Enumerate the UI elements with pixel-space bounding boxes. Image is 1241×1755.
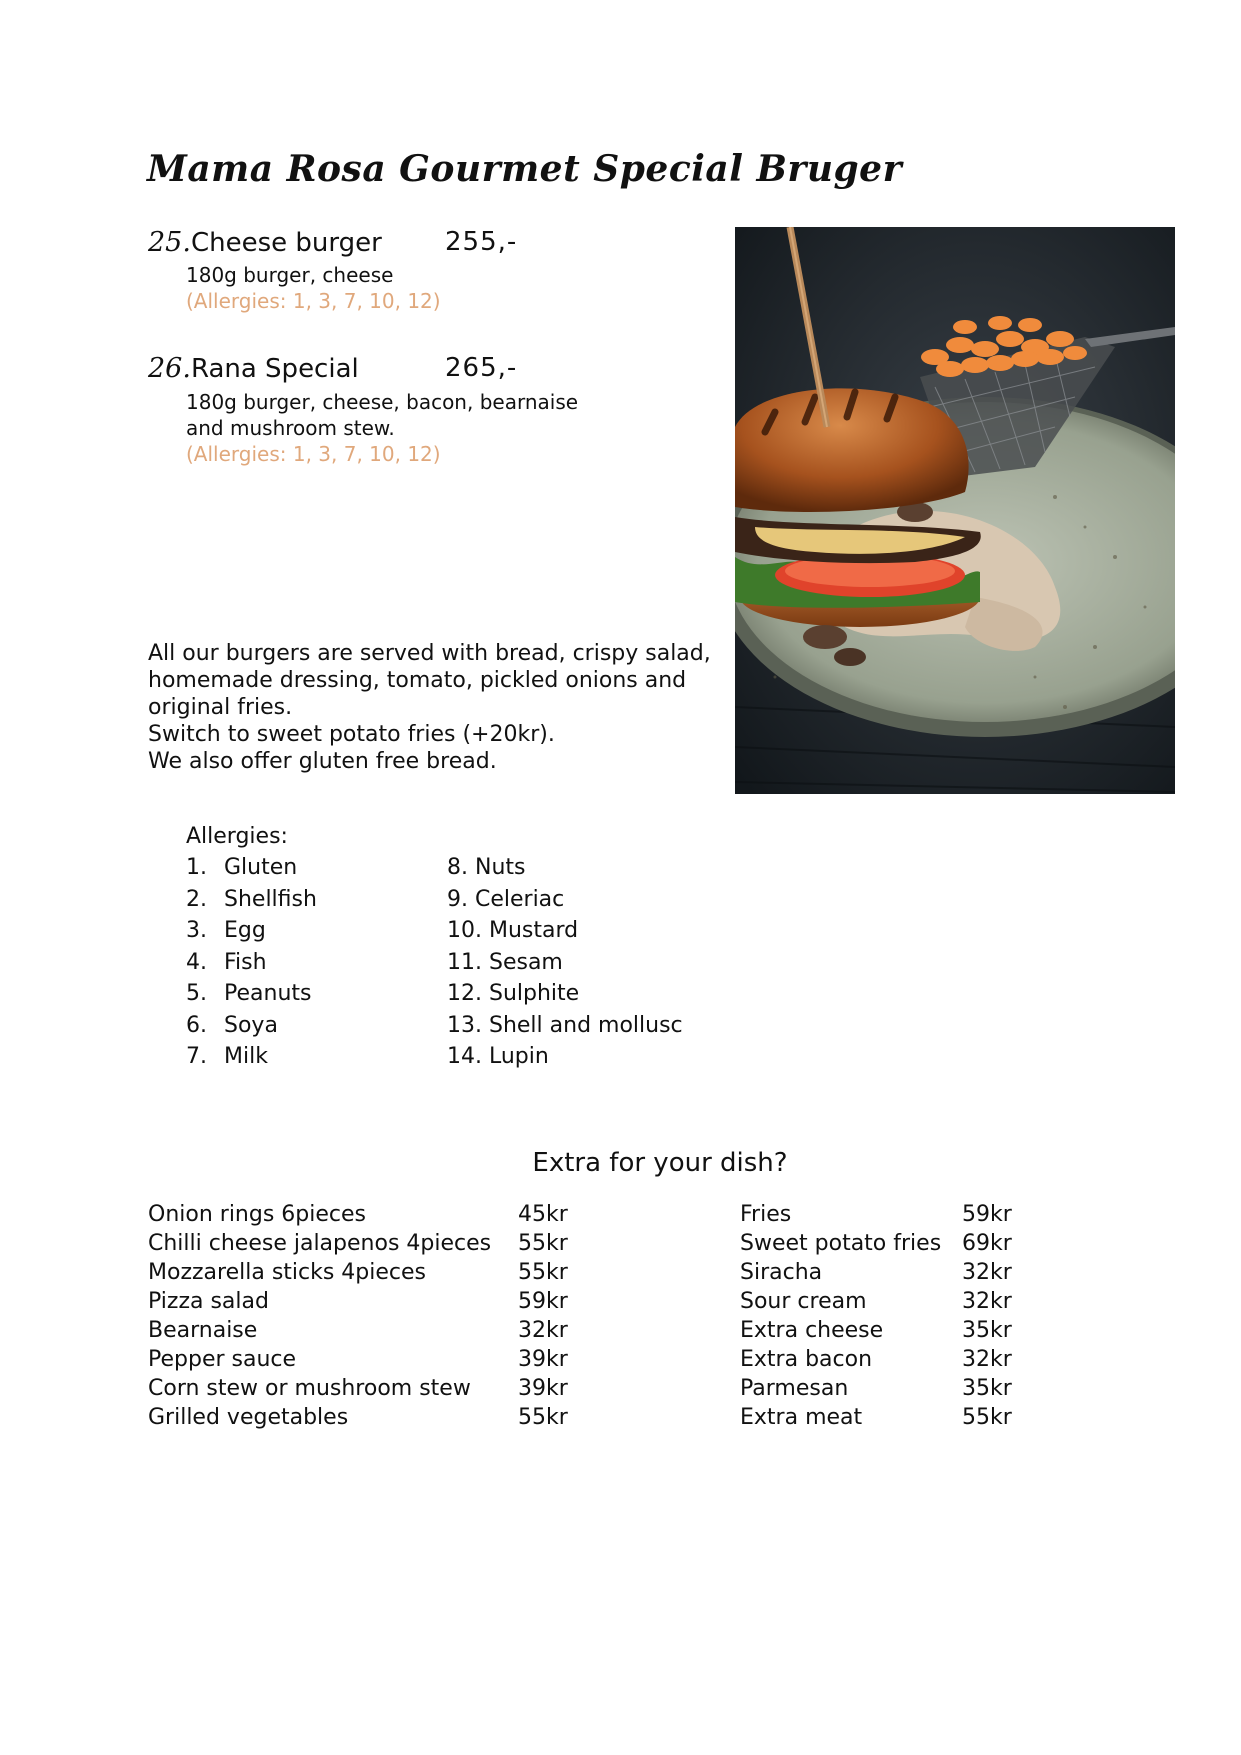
note-line: original fries. (148, 695, 293, 720)
allergy-item (186, 915, 317, 947)
item-number: 26. (148, 353, 191, 384)
allergy-item (186, 884, 317, 916)
extra-item (148, 1229, 588, 1258)
extra-name: Chilli cheese jalapenos 4pieces (148, 1231, 492, 1256)
allergy-item: 10. Mustard (447, 918, 579, 943)
serving-note (148, 640, 711, 775)
item-price: 265,- (445, 353, 518, 383)
extra-name: Sweet potato fries (740, 1231, 942, 1256)
allergy-name: Peanuts (224, 981, 312, 1006)
allergy-number: 5. (186, 981, 207, 1006)
extra-item (740, 1258, 1040, 1287)
item-description: 180g burger, cheese (186, 263, 394, 287)
allergy-item (186, 852, 317, 884)
menu-item-rana-special (148, 353, 359, 384)
allergy-item: 14. Lupin (447, 1044, 549, 1069)
item-allergies: (Allergies: 1, 3, 7, 10, 12) (186, 289, 441, 313)
extra-price: 69kr (962, 1231, 1012, 1256)
allergy-item: 11. Sesam (447, 949, 563, 975)
extra-name: Extra cheese (740, 1318, 884, 1343)
allergy-name: Fish (224, 949, 267, 975)
extra-item (148, 1374, 588, 1403)
extra-name: Pepper sauce (148, 1347, 297, 1372)
menu-item-cheese-burger (148, 227, 382, 258)
item-name: Cheese burger (190, 228, 382, 258)
extra-price: 32kr (962, 1260, 1012, 1285)
extra-price: 32kr (518, 1318, 568, 1343)
extra-item (148, 1287, 588, 1316)
extra-price: 45kr (518, 1202, 568, 1227)
extra-price: 39kr (518, 1376, 568, 1401)
extra-item (740, 1403, 1040, 1432)
extra-price: 59kr (962, 1202, 1012, 1227)
extra-name: Mozzarella sticks 4pieces (148, 1260, 427, 1285)
allergy-item: 9. Celeriac (447, 886, 565, 912)
allergy-name: Shellfish (224, 886, 317, 912)
extra-name: Parmesan (740, 1376, 849, 1401)
note-line: All our burgers are served with bread, crispy salad, (148, 641, 711, 666)
allergy-item: 8. Nuts (447, 855, 526, 880)
item-description-line-1: 180g burger, cheese, bacon, bearnaise (186, 390, 579, 414)
extra-item (148, 1258, 588, 1287)
extra-price: 55kr (518, 1231, 568, 1256)
note-line: Switch to sweet potato fries (+20kr). (148, 722, 555, 747)
allergy-number: 3. (186, 918, 207, 943)
extra-name: Onion rings 6pieces (148, 1202, 366, 1227)
note-line: homemade dressing, tomato, pickled onions and (148, 668, 687, 693)
extra-price: 35kr (962, 1318, 1012, 1343)
allergy-number: 1. (186, 855, 207, 880)
extra-item (740, 1374, 1040, 1403)
item-name: Rana Special (190, 354, 359, 384)
extra-item (740, 1345, 1040, 1374)
allergy-item: 13. Shell and mollusc (447, 1012, 683, 1038)
allergy-name: Egg (224, 918, 266, 943)
allergy-item (186, 1041, 317, 1073)
extra-name: Fries (740, 1202, 792, 1227)
extra-item (740, 1287, 1040, 1316)
extras-list-right (740, 1200, 1040, 1432)
allergy-number: 2. (186, 886, 207, 912)
note-line: We also offer gluten free bread. (148, 749, 497, 774)
allergy-name: Soya (224, 1012, 278, 1038)
extra-price: 55kr (962, 1405, 1012, 1430)
extra-name: Corn stew or mushroom stew (148, 1376, 471, 1401)
extra-item (740, 1200, 1040, 1229)
allergy-name: Gluten (224, 855, 298, 880)
item-number: 25. (148, 227, 191, 258)
burger-photo (735, 227, 1175, 794)
allergy-item: 12. Sulphite (447, 981, 580, 1006)
extra-item (740, 1229, 1040, 1258)
extra-name: Pizza salad (148, 1289, 269, 1314)
extra-item (148, 1200, 588, 1229)
allergy-list-right (447, 852, 683, 1073)
extra-item (740, 1316, 1040, 1345)
extras-heading: Extra for your dish? (532, 1148, 788, 1178)
extra-price: 35kr (962, 1376, 1012, 1401)
extra-name: Sour cream (740, 1289, 867, 1314)
extra-item (148, 1316, 588, 1345)
menu-title: Mama Rosa Gourmet Special Bruger (147, 148, 903, 190)
allergy-item (186, 978, 317, 1010)
extra-name: Siracha (740, 1260, 823, 1285)
extra-price: 55kr (518, 1405, 568, 1430)
allergy-number: 4. (186, 949, 207, 975)
allergy-name: Milk (224, 1044, 268, 1069)
extra-item (148, 1403, 588, 1432)
allergy-number: 7. (186, 1044, 207, 1069)
extra-name: Extra bacon (740, 1347, 873, 1372)
allergies-heading: Allergies: (186, 824, 288, 849)
extras-list-left (148, 1200, 588, 1432)
item-allergies: (Allergies: 1, 3, 7, 10, 12) (186, 442, 441, 466)
extra-name: Extra meat (740, 1405, 863, 1430)
extra-name: Bearnaise (148, 1318, 258, 1343)
allergy-list-left (186, 852, 317, 1073)
extra-name: Grilled vegetables (148, 1405, 349, 1430)
extra-price: 55kr (518, 1260, 568, 1285)
allergy-item (186, 1010, 317, 1042)
allergy-number: 6. (186, 1012, 207, 1038)
allergy-item (186, 947, 317, 979)
extra-price: 32kr (962, 1289, 1012, 1314)
extra-item (148, 1345, 588, 1374)
extra-price: 39kr (518, 1347, 568, 1372)
extra-price: 32kr (962, 1347, 1012, 1372)
extra-price: 59kr (518, 1289, 568, 1314)
item-price: 255,- (445, 227, 518, 257)
item-description-line-2: and mushroom stew. (186, 416, 395, 440)
